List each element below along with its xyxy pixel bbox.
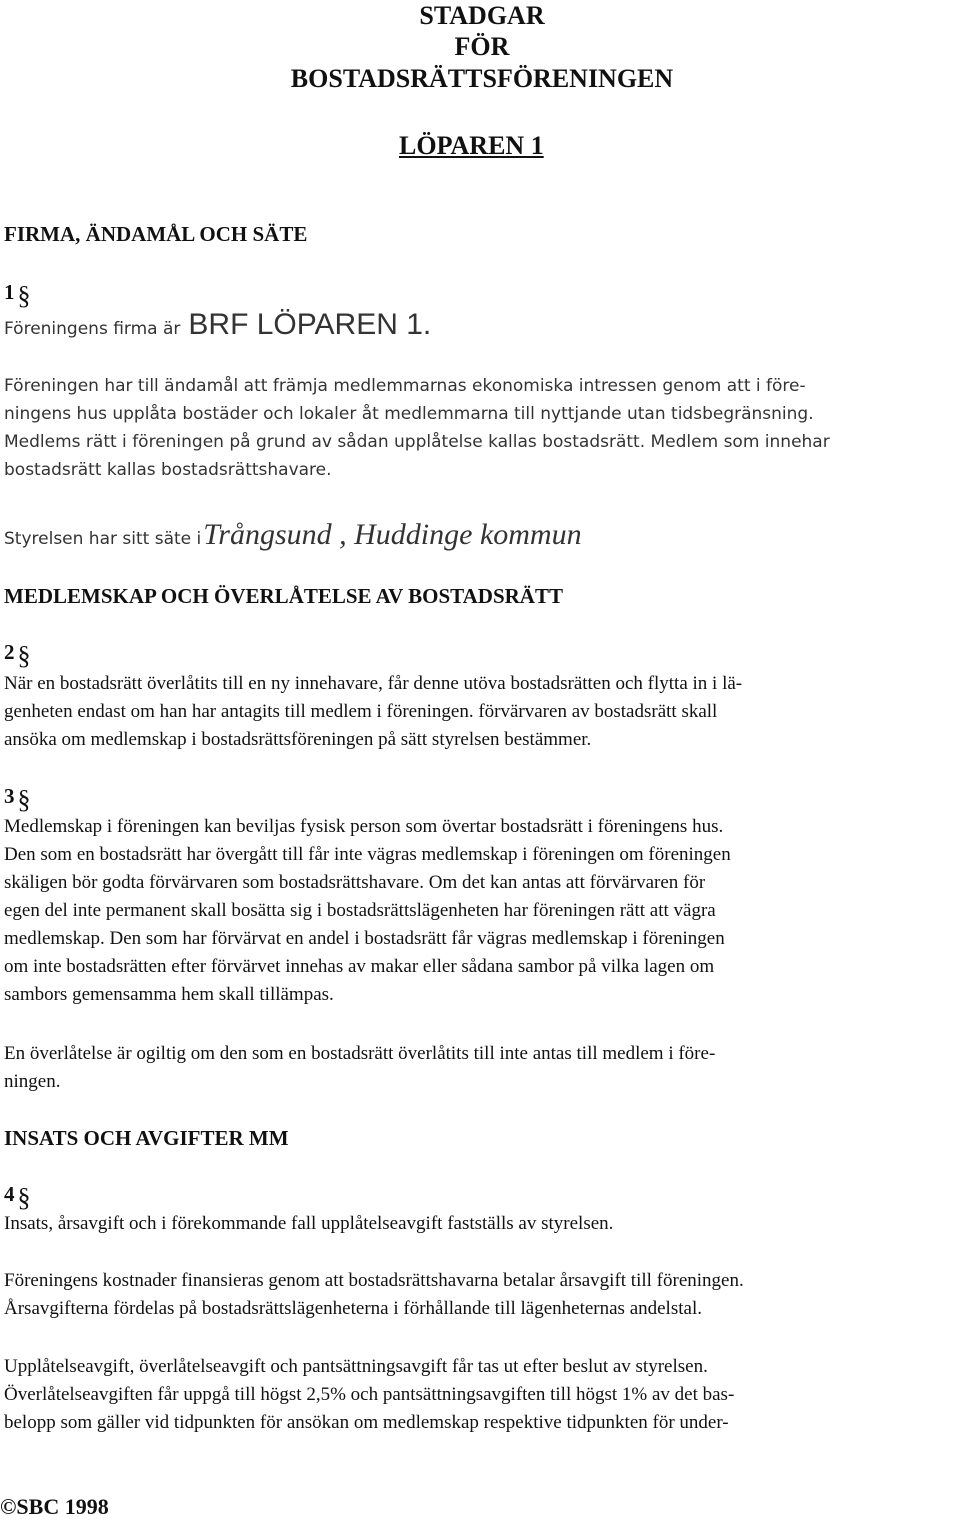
copyright-footer: ©SBC 1998 [0, 1494, 109, 1519]
paragraph-number-4 [4, 1182, 31, 1211]
p2-line-2: genheten endast om han har antagits till medlem i föreningen. förvärvaren av bostadsrätt skall [4, 701, 718, 722]
paragraph-number-4-label: 4 [4, 1182, 15, 1206]
paragraph-number-2-label: 2 [4, 640, 15, 664]
section-sign-icon: § [17, 641, 31, 670]
document-title-line-2: FÖR [454, 32, 510, 61]
p3-line-1: Medlemskap i föreningen kan beviljas fysisk person som övertar bostadsrätt i föreningens hus. [4, 816, 724, 837]
p3-line-5: medlemskap. Den som har förvärvat en andel i bostadsrätt får vägras medlemskap i föreningen [4, 928, 725, 949]
p3-overlatelse-line-1: En överlåtelse är ogiltig om den som en bostadsrätt överlåtits till inte antas till medlem i före- [4, 1043, 716, 1064]
purpose-line-4: bostadsrätt kallas bostadsrättshavare. [4, 460, 332, 480]
p2-line-3: ansöka om medlemskap i bostadsrättsföreningen på sätt styrelsen bestämmer. [4, 729, 592, 750]
document-title-line-1: STADGAR [419, 1, 545, 30]
seat-value: Trångsund , Huddinge kommun [203, 518, 582, 551]
p4-fees-line-1: Upplåtelseavgift, överlåtelseavgift och pantsättningsavgift får tas ut efter beslut av styrelsen. [4, 1356, 708, 1377]
firma-line [4, 308, 431, 343]
p3-line-2: Den som en bostadsrätt har övergått till får inte vägras medlemskap i föreningen om föreningen [4, 844, 731, 865]
section-sign-icon: § [17, 281, 31, 310]
firma-label: Föreningens firma är [4, 319, 181, 339]
paragraph-number-3-label: 3 [4, 784, 15, 808]
section-sign-icon: § [17, 785, 31, 814]
p3-line-6: om inte bostadsrätten efter förvärvet innehas av makar eller sådana sambor på vilka lagen om [4, 956, 715, 977]
paragraph-number-1 [4, 280, 31, 309]
p4-costs-line-1: Föreningens kostnader finansieras genom att bostadsrättshavarna betalar årsavgift till föreningen. [4, 1270, 744, 1291]
p4-fees-line-2: Överlåtelseavgiften får uppgå till högst 2,5% och pantsättningsavgiften till högst 1% av det bas- [4, 1384, 735, 1405]
purpose-line-2: ningens hus upplåta bostäder och lokaler åt medlemmarna till nyttjande utan tidsbegränsning. [4, 404, 814, 424]
section-heading-firma: FIRMA, ÄNDAMÅL OCH SÄTE [4, 222, 308, 246]
p2-line-1: När en bostadsrätt överlåtits till en ny innehavare, får denne utöva bostadsrätten och flytta in i lä- [4, 673, 743, 694]
p3-line-7: sambors gemensamma hem skall tillämpas. [4, 984, 334, 1005]
section-heading-medlemskap: MEDLEMSKAP OCH ÖVERLÅTELSE AV BOSTADSRÄTT [4, 584, 563, 608]
p3-line-4: egen del inte permanent skall bosätta sig i bostadsrättslägenheten har föreningen rätt att vägra [4, 900, 716, 921]
p3-line-3: skäligen bör godta förvärvaren som bostadsrättshavare. Om det kan antas att förvärvaren för [4, 872, 706, 893]
p4-line-1: Insats, årsavgift och i förekommande fall upplåtelseavgift fastställs av styrelsen. [4, 1213, 614, 1234]
purpose-line-1: Föreningen har till ändamål att främja medlemmarnas ekonomiska intressen genom att i före- [4, 376, 806, 396]
paragraph-number-3 [4, 784, 31, 813]
purpose-line-3: Medlems rätt i föreningen på grund av sådan upplåtelse kallas bostadsrätt. Medlem som innehar [4, 432, 830, 452]
association-name: LÖPAREN 1 [399, 131, 544, 160]
p3-overlatelse-line-2: ningen. [4, 1071, 61, 1092]
document-title-line-3: BOSTADSRÄTTSFÖRENINGEN [290, 64, 674, 93]
section-sign-icon: § [17, 1183, 31, 1212]
p4-costs-line-2: Årsavgifterna fördelas på bostadsrättslägenheterna i förhållande till lägenheternas andelstal. [4, 1298, 702, 1319]
seat-label: Styrelsen har sitt säte i [4, 529, 202, 549]
section-heading-insats: INSATS OCH AVGIFTER MM [4, 1126, 289, 1150]
seat-line [4, 518, 582, 553]
paragraph-number-1-label: 1 [4, 280, 15, 304]
firma-value: BRF LÖPAREN 1. [188, 308, 432, 341]
p4-fees-line-3: belopp som gäller vid tidpunkten för ansökan om medlemskap respektive tidpunkten för under- [4, 1412, 729, 1433]
paragraph-number-2 [4, 640, 31, 669]
